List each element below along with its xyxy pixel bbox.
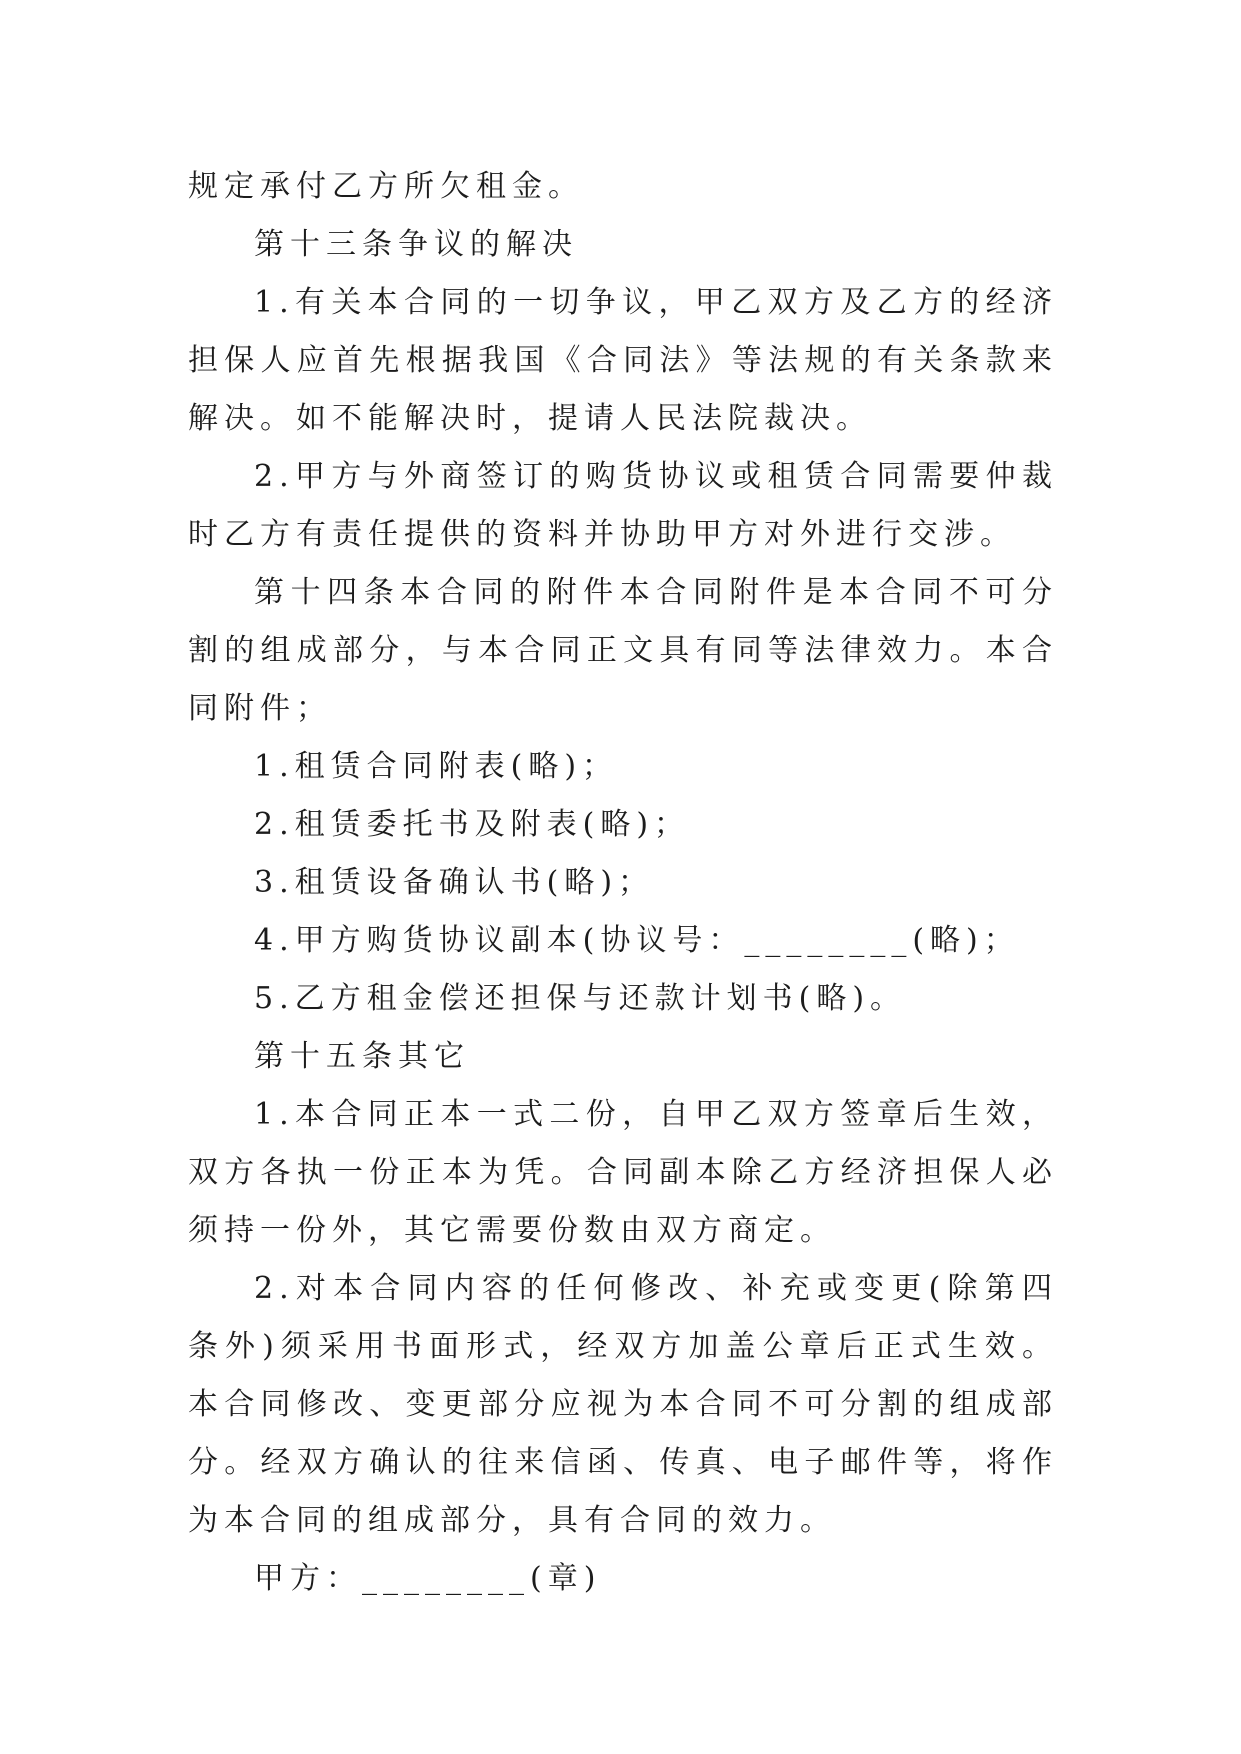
article-13-clause-1: 1.有关本合同的一切争议，甲乙双方及乙方的经济担保人应首先根据我国《合同法》等法规的有关条款来解决。如不能解决时，提请人民法院裁决。 [188,285,1058,436]
document-body [188,158,1058,1608]
article-13-clause-2: 2.甲方与外商签订的购货协议或租赁合同需要仲裁时乙方有责任提供的资料并协助甲方对外进行交涉。 [188,459,1058,552]
party-a-signature-line: 甲方：________(章) [254,1561,602,1596]
article-15-heading: 第十五条其它 [254,1039,470,1074]
article-15-clause-1: 1.本合同正本一式二份，自甲乙双方签章后生效，双方各执一份正本为凭。合同副本除乙方经济担保人必须持一份外，其它需要份数由双方商定。 [188,1097,1058,1248]
article-13-heading: 第十三条争议的解决 [254,227,578,262]
article-14-heading: 第十四条本合同的附件本合同附件是本合同不可分割的组成部分，与本合同正文具有同等法律效力。本合同附件； [188,575,1058,726]
attachment-item-5: 5.乙方租金偿还担保与还款计划书(略)。 [254,981,907,1016]
attachment-item-2: 2.租赁委托书及附表(略)； [254,807,691,842]
attachment-item-4: 4.甲方购货协议副本(协议号：________(略)； [254,923,1020,958]
attachment-item-1: 1.租赁合同附表(略)； [254,749,619,784]
article-15-clause-2: 2.对本合同内容的任何修改、补充或变更(除第四条外)须采用书面形式，经双方加盖公章后正式生效。本合同修改、变更部分应视为本合同不可分割的组成部分。经双方确认的往来信函、传真、电子邮件等，将作为本合同的组成部分，具有合同的效力。 [188,1271,1058,1538]
paragraph-rent-payment: 规定承付乙方所欠租金。 [188,169,584,204]
attachment-item-3: 3.租赁设备确认书(略)； [254,865,655,900]
